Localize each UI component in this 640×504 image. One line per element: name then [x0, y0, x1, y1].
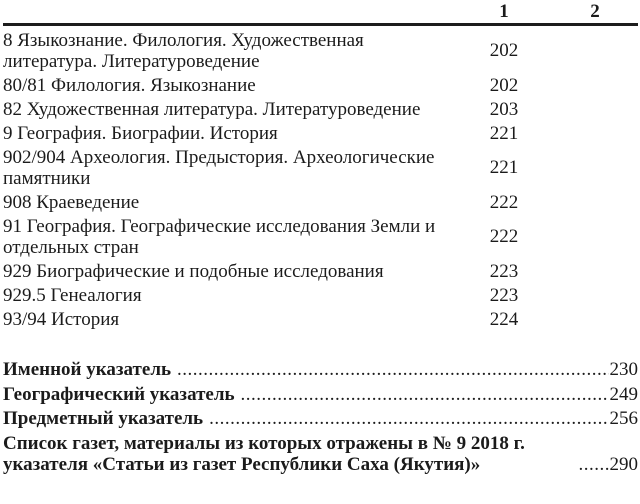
- header-title-spacer: [3, 1, 456, 23]
- row-title: 902/904 Археология. Предыстория. Археологические памятники: [3, 146, 435, 189]
- index-entry-label: Именной указатель: [3, 359, 172, 380]
- table-row: [3, 121, 638, 145]
- row-title: 8 Языкознание. Филология. Художественная литература. Литературоведение: [3, 29, 364, 72]
- table-header-row: [3, 0, 638, 26]
- row-title: 91 География. Географические исследования Земли и отдельных стран: [3, 215, 436, 258]
- row-page-col1: 203: [489, 98, 519, 120]
- row-title: 80/81 Филология. Языкознание: [3, 74, 256, 96]
- row-title: 929 Биографические и подобные исследования: [3, 260, 384, 282]
- table-row: [3, 214, 638, 259]
- classification-table: [3, 0, 638, 331]
- row-page-col1: 223: [489, 260, 519, 282]
- row-page-col1: 221: [489, 157, 519, 178]
- row-page-col1: 222: [489, 191, 519, 213]
- column-header-1: 1: [499, 1, 509, 22]
- table-row: [3, 283, 638, 307]
- table-row: [3, 307, 638, 331]
- dot-leader: [177, 359, 608, 381]
- index-entry-page: 256: [609, 408, 638, 429]
- row-title: 9 География. Биографии. История: [3, 122, 278, 144]
- row-title: 93/94 История: [3, 308, 120, 330]
- index-entry-page: 290: [609, 454, 638, 475]
- row-page-col1: 221: [489, 122, 519, 144]
- table-row: [3, 145, 638, 190]
- index-entry: [3, 359, 638, 381]
- row-title: 929.5 Генеалогия: [3, 284, 142, 306]
- row-page-col1: 202: [489, 74, 519, 96]
- index-entry-page: 249: [609, 383, 638, 405]
- dot-leader: [579, 454, 609, 476]
- table-row: [3, 190, 638, 214]
- table-row: [3, 73, 638, 97]
- index-entry: [3, 433, 638, 476]
- index-list: [3, 359, 638, 476]
- table-body: [3, 26, 638, 331]
- row-page-col1: 223: [489, 284, 519, 306]
- row-title: 908 Краеведение: [3, 191, 140, 213]
- column-header-2: 2: [590, 1, 600, 22]
- table-row: [3, 28, 638, 73]
- index-entry-page: 230: [609, 359, 638, 380]
- dot-leader: [209, 408, 608, 430]
- index-entry-label: Предметный указатель: [3, 408, 204, 429]
- row-title: 82 Художественная литература. Литературоведение: [3, 98, 421, 120]
- row-page-col1: 224: [489, 308, 519, 330]
- index-entry-label: Географический указатель: [3, 383, 235, 405]
- index-entry-label: Список газет, материалы из которых отражены в № 9 2018 г. указателя «Статьи из газет Республики Саха (Якутия)»: [3, 432, 525, 475]
- table-row: [3, 97, 638, 121]
- row-page-col1: 202: [489, 40, 519, 61]
- row-page-col1: 222: [489, 226, 519, 247]
- dot-leader: [241, 384, 609, 406]
- index-entry: [3, 384, 638, 406]
- index-entry: [3, 408, 638, 430]
- table-row: [3, 259, 638, 283]
